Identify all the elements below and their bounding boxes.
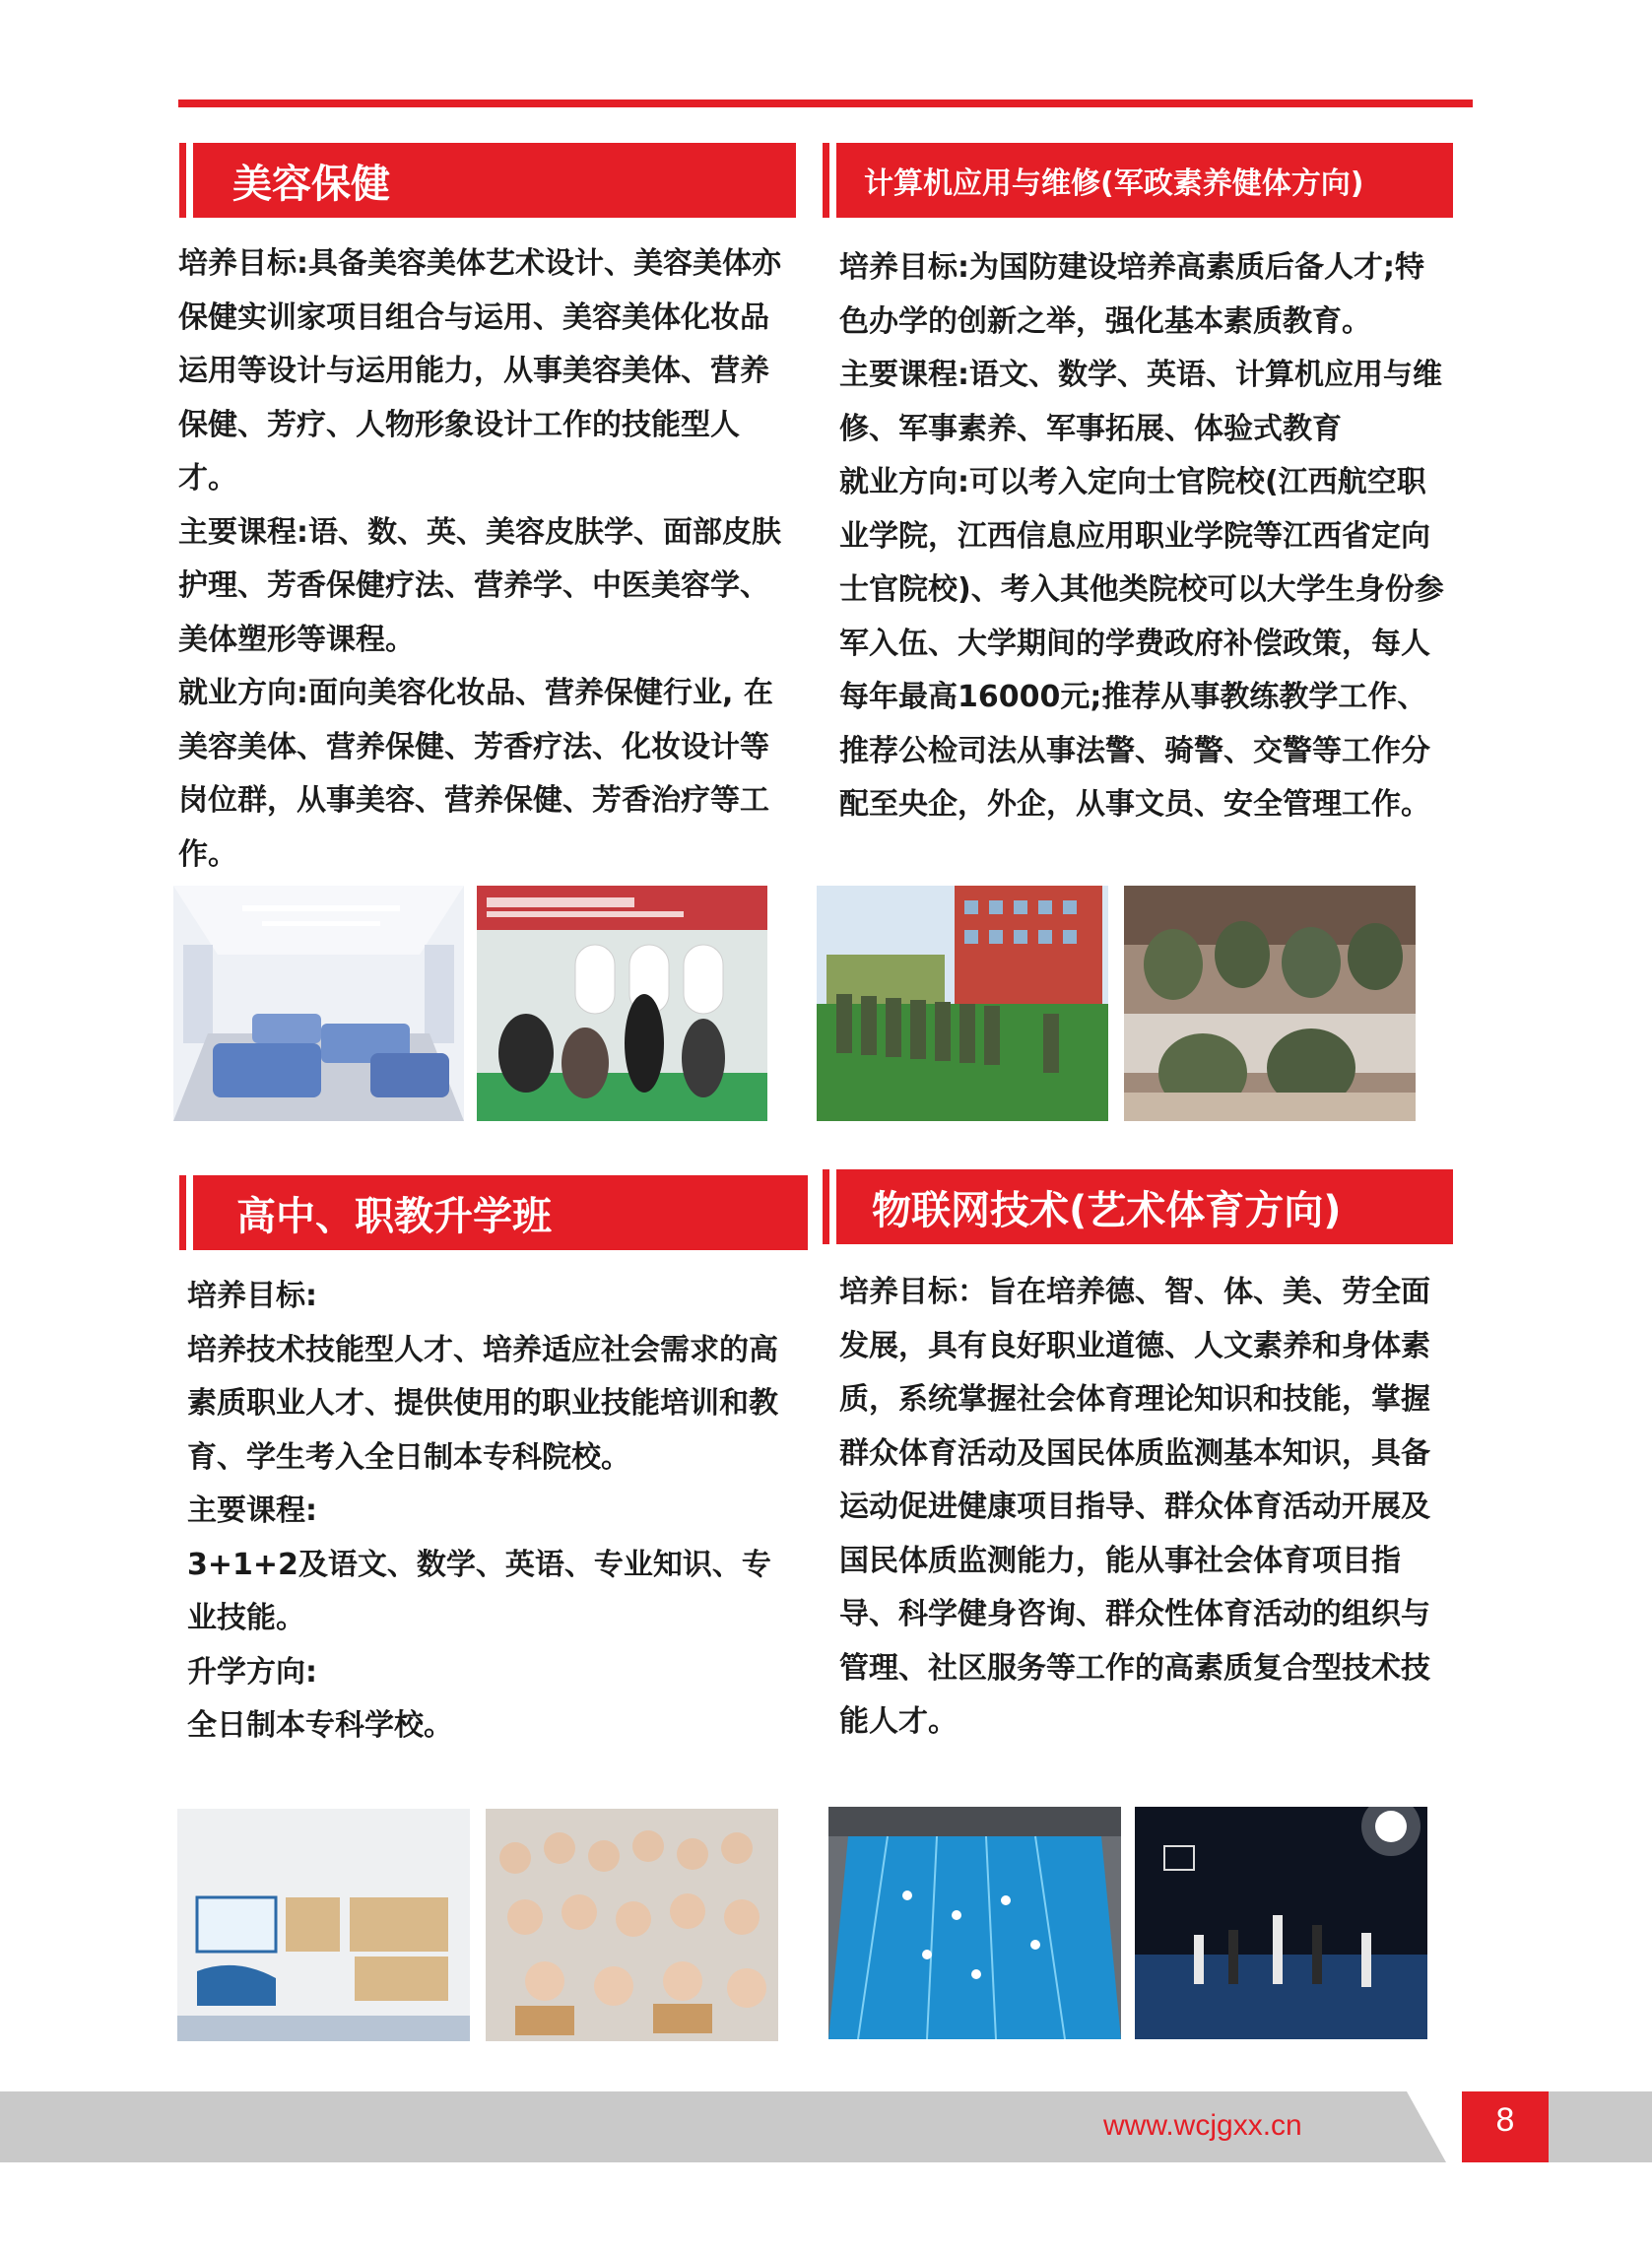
section-body-iot xyxy=(839,1266,1448,1750)
paragraph-main-courses: 3+1+2及语文、数学、英语、专业知识、专业技能。 xyxy=(187,1547,771,1635)
paragraph-main-courses: 主要课程:语、数、英、美容皮肤学、面部皮肤护理、芳香保健疗法、营养学、中医美容学、美体塑形等课程。 xyxy=(178,514,781,657)
paragraph-training-goal: 培养技术技能型人才、培养适应社会需求的高素质职业人才、提供使用的职业技能培训和教育、学生考入全日制本专科院校。 xyxy=(187,1332,778,1475)
section-title-computer: 计算机应用与维修(军政素养健体方向) xyxy=(864,166,1364,201)
paragraph-employment: 就业方向:面向美容化妆品、营养保健行业, 在美容美体、营养保健、芳香疗法、化妆设计等岗位群，从事美容、营养保健、芳香治疗等工作。 xyxy=(178,676,773,872)
photo-auditorium-cadets xyxy=(1124,886,1416,1121)
paragraph-advancement: 全日制本专科学校。 xyxy=(187,1708,453,1743)
footer-bar xyxy=(0,2091,1652,2162)
section-title-highschool: 高中、职教升学班 xyxy=(236,1193,552,1239)
photo-beauty-classroom xyxy=(173,886,464,1121)
section-body-highschool xyxy=(187,1270,798,1754)
section-body-beauty xyxy=(178,237,782,882)
photo-swimming-pool xyxy=(828,1807,1121,2039)
paragraph-training-goal: 培养目标：旨在培养德、智、体、美、劳全面发展，具有良好职业道德、人文素养和身体素质，系统掌握社会体育理论知识和技能，掌握群众体育活动及国民体质监测基本知识，具备运动促进健康项目指导、群众体育活动开展及国民体质监测能力，能从事社会体育项目指导、科学健身咨询、群众性体育活动的组织与管理、社区服务等工作的高素质复合型技术技能人才。 xyxy=(839,1275,1430,1739)
top-rule xyxy=(178,99,1473,107)
section-banner-highschool xyxy=(193,1175,808,1250)
photo-military-drill xyxy=(817,886,1108,1121)
photo-students-group xyxy=(486,1809,778,2041)
page-number: 8 xyxy=(1495,2101,1515,2139)
section-banner-computer xyxy=(836,143,1453,218)
photo-night-basketball xyxy=(1135,1807,1427,2039)
section-body-computer xyxy=(839,241,1448,832)
label-main-courses: 主要课程: xyxy=(187,1493,317,1528)
photo-beauty-salon xyxy=(477,886,767,1121)
section-banner-beauty xyxy=(193,143,796,218)
label-training-goal: 培养目标: xyxy=(187,1279,317,1313)
section-title-iot: 物联网技术(艺术体育方向) xyxy=(872,1187,1342,1233)
label-advancement: 升学方向: xyxy=(187,1654,317,1690)
photo-classroom-board xyxy=(177,1809,470,2041)
paragraph-employment: 就业方向:可以考入定向士官院校(江西航空职业学院，江西信息应用职业学院等江西省定向士官院校)、考入其他类院校可以大学生身份参军入伍、大学期间的学费政府补偿政策，每人每年最高16000元;推荐从事教练教学工作、推荐公检司法从事法警、骑警、交警等工作分配至央企，外企，从事文员、安全管理工作。 xyxy=(839,465,1444,822)
paragraph-training-goal: 培养目标:为国防建设培养高素质后备人才;特色办学的创新之举，强化基本素质教育。 xyxy=(839,250,1424,339)
section-title-beauty: 美容保健 xyxy=(232,161,390,207)
footer-website: www.wcjgxx.cn xyxy=(1103,2109,1302,2142)
paragraph-main-courses: 主要课程:语文、数学、英语、计算机应用与维修、军事素养、军事拓展、体验式教育 xyxy=(839,358,1442,446)
section-banner-iot xyxy=(836,1169,1453,1244)
paragraph-training-goal: 培养目标:具备美容美体艺术设计、美容美体亦保健实训家项目组合与运用、美容美体化妆品运用等设计与运用能力，从事美容美体、营养保健、芳疗、人物形象设计工作的技能型人才。 xyxy=(178,246,781,496)
